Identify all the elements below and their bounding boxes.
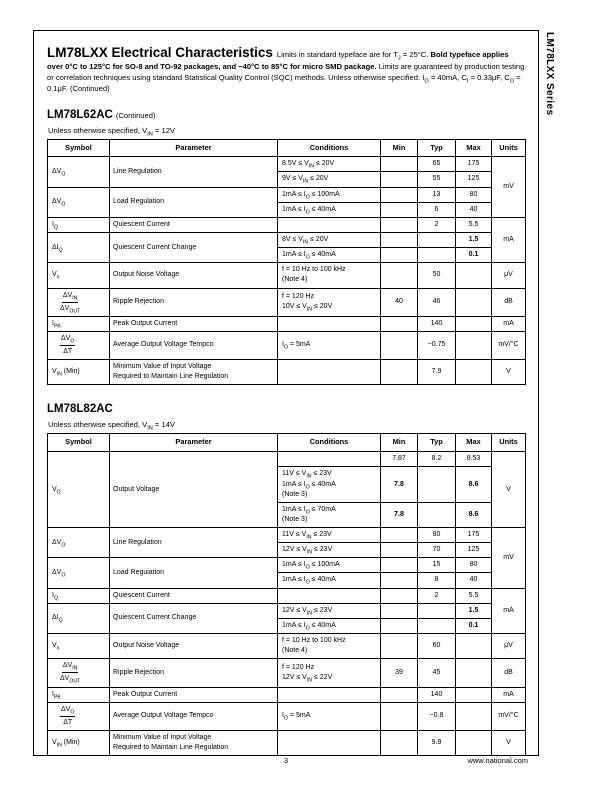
- fraction-numerator: $\Delta V_O$: [61, 334, 75, 345]
- symbol-cell: $V_{IN}$ (Min): [48, 360, 110, 385]
- page-frame: [33, 30, 539, 766]
- max-cell: 80: [456, 558, 492, 573]
- table-row: [48, 288, 526, 316]
- parameter-cell: Quiescent Current: [110, 588, 278, 603]
- condition-cell: $1mA \le I_O \le 40mA$: [278, 618, 381, 633]
- typ-cell: 7.9: [418, 360, 456, 385]
- max-cell: 40: [456, 573, 492, 588]
- column-header: Min: [381, 139, 418, 157]
- fraction-denominator: ΔT: [63, 718, 73, 726]
- fraction-denominator: $\Delta V_{OUT}$: [60, 304, 81, 315]
- fraction-symbol: [60, 291, 80, 314]
- units-cell: dB: [492, 659, 526, 687]
- min-cell: [381, 202, 418, 217]
- column-header: Min: [381, 434, 418, 452]
- typ-cell: 6: [418, 202, 456, 217]
- condition-cell: $I_O = 5mA$: [278, 702, 381, 730]
- table-row: [48, 528, 526, 543]
- units-cell: dB: [492, 288, 526, 316]
- typ-cell: 2: [418, 588, 456, 603]
- typ-cell: 15: [418, 558, 456, 573]
- min-cell: [381, 573, 418, 588]
- parameter-cell: Load Reguiation: [110, 558, 278, 588]
- fraction-symbol: [60, 705, 75, 728]
- fraction-numerator: $\Delta V_{IN}$: [62, 662, 78, 672]
- typ-cell: 65: [418, 157, 456, 172]
- intro-segment: Limits are guaranteed by production testing or correlation techniques using standard Statistical Quality Control (SQC) methods. Unless otherwise specified: $I_O = 40mA$, $C_I = 0.33\mu F$, $C_O = 0.1\mu F$. (Continued): [47, 62, 525, 93]
- table-row: [48, 702, 526, 730]
- table-row: [48, 603, 526, 618]
- symbol-cell: $I_Q$: [48, 588, 110, 603]
- section-heading: [47, 105, 525, 123]
- min-cell: [381, 217, 418, 232]
- table-row: [48, 687, 526, 702]
- column-header: Units: [492, 139, 526, 157]
- condition-cell: $12V \le V_{IN} \le 23V$: [278, 603, 381, 618]
- units-cell: mA: [492, 588, 526, 633]
- max-cell: 0.1: [456, 618, 492, 633]
- condition-cell: [278, 687, 381, 702]
- condition-cell: $11V \le V_{IN} \le 23V$ $1mA \le I_O \le 40mA$ (Note 3): [278, 467, 381, 502]
- column-header: Parameter: [110, 434, 278, 452]
- fraction-numerator: $\Delta V_O$: [61, 705, 75, 716]
- parameter-cell: Peak Output Current: [110, 316, 278, 331]
- typ-cell: 45: [418, 659, 456, 687]
- max-cell: 5.5: [456, 217, 492, 232]
- table-row: [48, 731, 526, 756]
- typ-cell: 13: [418, 187, 456, 202]
- condition-cell: $9V \le V_{IN} \le 20V$: [278, 172, 381, 187]
- table-row: [48, 217, 526, 232]
- units-cell: V: [492, 360, 526, 385]
- fraction-denominator: $\Delta V_{OUT}$: [60, 675, 81, 685]
- condition-cell: $1mA \le I_O \le 40mA$: [278, 202, 381, 217]
- table-row: [48, 157, 526, 172]
- condition-cell: f = 120 Hz $12V \le V_{IN} \le 22V$: [278, 659, 381, 687]
- min-cell: [381, 603, 418, 618]
- condition-cell: $8V \le V_{IN} \le 20V$: [278, 232, 381, 247]
- symbol-cell: $\Delta V_O$: [48, 187, 110, 217]
- table-row: [48, 634, 526, 659]
- units-cell: μV: [492, 634, 526, 659]
- max-cell: 8.53: [456, 452, 492, 467]
- units-cell: mA: [492, 687, 526, 702]
- min-cell: [381, 687, 418, 702]
- parameter-cell: Quiescent Current: [110, 217, 278, 232]
- typ-cell: 140: [418, 316, 456, 331]
- condition-cell: $1mA \le I_O \le 40mA$: [278, 573, 381, 588]
- parameter-cell: Quiescent Current Change: [110, 232, 278, 262]
- max-cell: [456, 731, 492, 756]
- lm78l82ac-characteristics-table: [47, 433, 526, 756]
- section-subtitle: Unless otherwise specified, $V_{IN} = 12V$: [48, 125, 175, 138]
- parameter-cell: Output Voltage: [110, 452, 278, 528]
- typ-cell: [418, 467, 456, 502]
- typ-cell: −0.8: [418, 702, 456, 730]
- column-header: Conditions: [278, 139, 381, 157]
- condition-cell: [278, 588, 381, 603]
- section-subtitle: Unless otherwise specified, $V_{IN} = 14V$: [48, 420, 175, 432]
- max-cell: 8.6: [456, 502, 492, 527]
- parameter-cell: Line Regulation: [110, 157, 278, 187]
- min-cell: 7.8: [381, 502, 418, 527]
- typ-cell: [418, 603, 456, 618]
- max-cell: 1.5: [456, 603, 492, 618]
- table-header-row: [48, 139, 526, 157]
- max-cell: 175: [456, 157, 492, 172]
- max-cell: [456, 360, 492, 385]
- max-cell: 1.5: [456, 232, 492, 247]
- symbol-cell: [48, 659, 110, 687]
- table-row: [48, 232, 526, 247]
- table-row: [48, 452, 526, 467]
- parameter-cell: Output Noise Voltage: [110, 263, 278, 288]
- units-cell: V: [492, 452, 526, 528]
- condition-cell: f = 10 Hz to 100 kHz (Note 4): [278, 634, 381, 659]
- lm78l62ac-characteristics-table: [47, 139, 526, 386]
- min-cell: [381, 157, 418, 172]
- symbol-cell: [48, 288, 110, 316]
- parameter-cell: Average Output Voltage Tempco: [110, 331, 278, 359]
- symbol-cell: $\Delta V_O$: [48, 558, 110, 588]
- max-cell: 5.5: [456, 588, 492, 603]
- column-header: Units: [492, 434, 526, 452]
- fraction-numerator: $\Delta V_{IN}$: [62, 291, 78, 301]
- fraction-symbol: [60, 661, 80, 684]
- symbol-cell: $I_{PK}$: [48, 687, 110, 702]
- condition-cell: [278, 316, 381, 331]
- condition-cell: [278, 360, 381, 385]
- min-cell: [381, 331, 418, 359]
- section-heading: [47, 399, 525, 417]
- symbol-cell: $\Delta I_Q$: [48, 603, 110, 633]
- section-lm78l62ac: [47, 95, 525, 386]
- max-cell: [456, 702, 492, 730]
- section-continued-label: (Continued): [115, 110, 156, 120]
- parameter-cell: Line Regulation: [110, 528, 278, 558]
- typ-cell: [418, 232, 456, 247]
- table-row: [48, 331, 526, 359]
- units-cell: mA: [492, 316, 526, 331]
- typ-cell: 70: [418, 543, 456, 558]
- min-cell: 7.87: [381, 452, 418, 467]
- symbol-cell: $V_O$: [48, 452, 110, 528]
- condition-cell: $1mA \le I_O \le 100mA$: [278, 558, 381, 573]
- typ-cell: 8: [418, 573, 456, 588]
- units-cell: mV: [492, 528, 526, 589]
- min-cell: [381, 172, 418, 187]
- min-cell: [381, 263, 418, 288]
- symbol-cell: $\Delta V_O$: [48, 528, 110, 558]
- typ-cell: [418, 502, 456, 527]
- max-cell: [456, 634, 492, 659]
- units-cell: V: [492, 731, 526, 756]
- column-header: Parameter: [110, 139, 278, 157]
- max-cell: 125: [456, 172, 492, 187]
- max-cell: 80: [456, 187, 492, 202]
- header-paragraph: [47, 43, 525, 95]
- typ-cell: 2: [418, 217, 456, 232]
- symbol-cell: $V_n$: [48, 263, 110, 288]
- section-title: LM78L82AC: [47, 403, 113, 416]
- column-header: Conditions: [278, 434, 381, 452]
- parameter-cell: Load Regulation: [110, 187, 278, 217]
- condition-cell: $12V \le V_{IN} \le 23V$: [278, 543, 381, 558]
- table-row: [48, 558, 526, 573]
- table-row: [48, 316, 526, 331]
- parameter-cell: Quiescent Current Change: [110, 603, 278, 633]
- condition-cell: [278, 217, 381, 232]
- symbol-cell: $V_n$: [48, 634, 110, 659]
- typ-cell: 50: [418, 263, 456, 288]
- table-row: [48, 659, 526, 687]
- min-cell: [381, 248, 418, 263]
- symbol-cell: [48, 702, 110, 730]
- min-cell: [381, 702, 418, 730]
- max-cell: 0.1: [456, 248, 492, 263]
- condition-cell: $8.5V \le V_{IN} \le 20V$: [278, 157, 381, 172]
- typ-cell: 46: [418, 288, 456, 316]
- min-cell: [381, 634, 418, 659]
- units-cell: mV: [492, 157, 526, 218]
- website-link[interactable]: www.national.com: [467, 756, 528, 766]
- symbol-cell: [48, 331, 110, 359]
- table-row: [48, 187, 526, 202]
- min-cell: [381, 731, 418, 756]
- table-row: [48, 263, 526, 288]
- typ-cell: 8.2: [418, 452, 456, 467]
- symbol-cell: $\Delta I_Q$: [48, 232, 110, 262]
- condition-cell: $1mA \le I_O \le 40mA$: [278, 248, 381, 263]
- intro-segment: Limits in standard typeface are for $T_J = 25^\circ C$.: [276, 50, 431, 62]
- condition-cell: [278, 452, 381, 467]
- column-header: Symbol: [48, 434, 110, 452]
- typ-cell: 80: [418, 528, 456, 543]
- intro-segment: Bold typeface applies over 0°C to 125°C for SO-8 and TO-92 packages, and −40°C to 85°C for micro SMD package.: [47, 50, 509, 72]
- parameter-cell: Ripple Rejection: [110, 288, 278, 316]
- min-cell: 39: [381, 659, 418, 687]
- min-cell: 40: [381, 288, 418, 316]
- max-cell: 175: [456, 528, 492, 543]
- min-cell: 7.8: [381, 467, 418, 502]
- min-cell: [381, 588, 418, 603]
- column-header: Typ: [418, 434, 456, 452]
- min-cell: [381, 316, 418, 331]
- units-cell: μV: [492, 263, 526, 288]
- parameter-cell: Minimum Value of Input Voltage Required to Maintain Line Regulation: [110, 731, 278, 756]
- column-header: Typ: [418, 139, 456, 157]
- min-cell: [381, 528, 418, 543]
- min-cell: [381, 360, 418, 385]
- page-title: LM78LXX Electrical Characteristics: [47, 45, 273, 60]
- condition-cell: $1mA \le I_O \le 70mA$ (Note 3): [278, 502, 381, 527]
- condition-cell: $1mA \le I_O \le 100mA$: [278, 187, 381, 202]
- max-cell: [456, 331, 492, 359]
- max-cell: [456, 316, 492, 331]
- units-cell: mA: [492, 217, 526, 262]
- units-cell: mV/°C: [492, 702, 526, 730]
- side-tab-series-label: LM78LXX Series: [544, 32, 555, 116]
- typ-cell: 140: [418, 687, 456, 702]
- max-cell: [456, 659, 492, 687]
- typ-cell: 55: [418, 172, 456, 187]
- max-cell: [456, 263, 492, 288]
- symbol-cell: $\Delta V_O$: [48, 157, 110, 187]
- condition-cell: $I_O = 5mA$: [278, 331, 381, 359]
- min-cell: [381, 187, 418, 202]
- typ-cell: −0.75: [418, 331, 456, 359]
- condition-cell: [278, 731, 381, 756]
- parameter-cell: Average Output Voltage Tempco: [110, 702, 278, 730]
- condition-cell: f = 120 Hz $10V \le V_{IN} \le 20V$: [278, 288, 381, 316]
- parameter-cell: Output Noise Voltage: [110, 634, 278, 659]
- symbol-cell: $I_{PK}$: [48, 316, 110, 331]
- table-row: [48, 588, 526, 603]
- parameter-cell: Ripple Rejection: [110, 659, 278, 687]
- table-row: [48, 360, 526, 385]
- max-cell: 125: [456, 543, 492, 558]
- max-cell: [456, 687, 492, 702]
- fraction-symbol: [60, 334, 75, 357]
- min-cell: [381, 232, 418, 247]
- condition-cell: f = 10 Hz to 100 kHz (Note 4): [278, 263, 381, 288]
- min-cell: [381, 558, 418, 573]
- section-lm78l82ac: [47, 385, 525, 756]
- typ-cell: [418, 618, 456, 633]
- typ-cell: 9.9: [418, 731, 456, 756]
- section-title: LM78L62AC: [47, 108, 113, 121]
- min-cell: [381, 543, 418, 558]
- parameter-cell: Peak Output Current: [110, 687, 278, 702]
- units-cell: mV/°C: [492, 331, 526, 359]
- parameter-cell: Minimum Value of Input Voltage Required to Maintain Line Regulation: [110, 360, 278, 385]
- min-cell: [381, 618, 418, 633]
- fraction-denominator: ΔT: [63, 348, 73, 356]
- page-number: 3: [283, 756, 289, 766]
- max-cell: 8.6: [456, 467, 492, 502]
- typ-cell: 60: [418, 634, 456, 659]
- column-header: Max: [456, 139, 492, 157]
- condition-cell: $11V \le V_{IN} \le 23V$: [278, 528, 381, 543]
- max-cell: [456, 288, 492, 316]
- column-header: Max: [456, 434, 492, 452]
- table-header-row: [48, 434, 526, 452]
- symbol-cell: $V_{IN}$ (Min): [48, 731, 110, 756]
- symbol-cell: $I_Q$: [48, 217, 110, 232]
- column-header: Symbol: [48, 139, 110, 157]
- max-cell: 40: [456, 202, 492, 217]
- typ-cell: [418, 248, 456, 263]
